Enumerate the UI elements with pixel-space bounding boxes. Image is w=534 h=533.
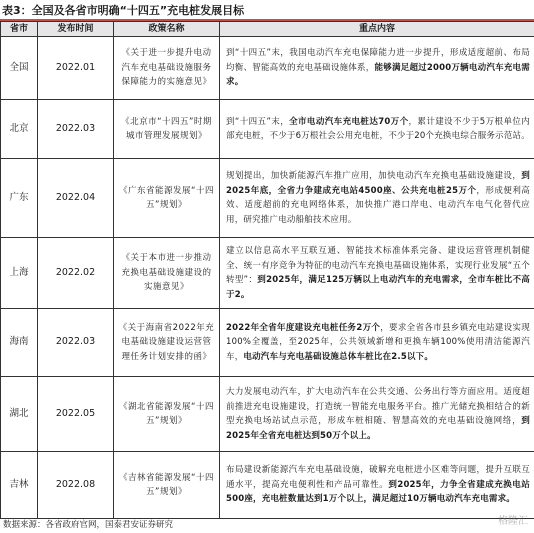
content-cell: [220, 159, 534, 238]
table-title: 表3：全国及各省市明确“十四五”充电桩发展目标: [2, 4, 245, 17]
province-cell: 北京: [1, 100, 38, 159]
table-body: [1, 37, 534, 519]
date-cell: 2022.04: [38, 159, 114, 238]
province-cell: 海南: [1, 309, 38, 377]
table-row: [1, 452, 534, 519]
key-target-text: 到2025年，力争全省建成充换电站500座，充电桩数量达到1万个以上，满足超过10万辆电动汽车充电需求。: [226, 479, 530, 505]
content-cell: [220, 100, 534, 159]
content-text: 规划提出，加快新能源汽车推广应用，加快电动汽车充换电基础设施建设，: [226, 171, 522, 181]
key-target-text: 2022年全省年度建设充电桩任务2万个: [226, 322, 381, 333]
policy-name-cell: 《湖北省能源发展“十四五”规划》: [114, 377, 220, 452]
date-cell: 2022.02: [38, 238, 114, 309]
key-target-text: 能够满足超过2000万辆电动汽车充电需求。: [226, 62, 530, 88]
content-cell: [220, 309, 534, 377]
content-text: ，累计建设不少于5万根单位内部充电桩，不少于6万根社会公用充电桩，不少于20个充换电综合服务示范站。: [226, 116, 530, 141]
header-content: 重点内容: [220, 22, 534, 37]
content-text: 大力发展电动汽车，扩大电动汽车在公共交通、公务出行等方面应用。适度超前推进充电设施建设，打造统一智能充电服务平台。推广光储充换相结合的新型充换电场站试点示范，形成车桩相随、智慧高效的充电基础设施网络，: [226, 387, 530, 426]
content-text: ，形成便利高效、适度超前的充电网络体系，加快推广港口岸电、电动汽车电气化替代应用，研究推广电动船舶技术应用。: [226, 185, 530, 225]
date-cell: 2022.05: [38, 377, 114, 452]
content-cell: [220, 452, 534, 519]
policy-name-cell: 《广东省能源发展“十四五”规划》: [114, 159, 220, 238]
date-cell: 2022.01: [38, 37, 114, 100]
key-target-text: 全市电动汽车充电桩达70万个: [289, 116, 409, 127]
policy-name-cell: 《北京市“十四五”时期城市管理发展规划》: [114, 100, 220, 159]
table-row: [1, 100, 534, 159]
content-text: 布局建设新能源汽车充电基础设施，破解充电桩进小区难等问题，提升互联互通水平，提高充电便利性和产品可靠性。: [226, 465, 530, 490]
content-text: ，要求全省各市县乡镇充电站建设实现100%全覆盖，至2025年，公共领域新增和更换车辆100%使用清洁能源汽车，: [226, 322, 530, 362]
province-cell: 吉林: [1, 452, 38, 519]
content-cell: [220, 238, 534, 309]
key-target-text: 电动汽车与充电基础设施总体车桩比在2.5以下。: [243, 351, 434, 362]
date-cell: 2022.08: [38, 452, 114, 519]
province-cell: 全国: [1, 37, 38, 100]
header-date: 发布时间: [38, 22, 114, 37]
table-row: [1, 159, 534, 238]
policy-name-cell: 《关于本市进一步推动充换电基础设施建设的实施意见》: [114, 238, 220, 309]
date-cell: 2022.03: [38, 100, 114, 159]
policy-table: [0, 21, 534, 519]
content-cell: [220, 377, 534, 452]
province-cell: 广东: [1, 159, 38, 238]
table-row: [1, 238, 534, 309]
province-cell: 湖北: [1, 377, 38, 452]
table-row: [1, 37, 534, 100]
header-policy: 政策名称: [114, 22, 220, 37]
watermark: 格隆汇: [498, 516, 528, 527]
header-province: 省市: [1, 22, 38, 37]
table-row: [1, 377, 534, 452]
source-note: 数据来源：各省政府官网，国泰君安证券研究: [3, 520, 174, 530]
header-row: [1, 22, 534, 37]
key-target-text: 到2025年底，全省力争建成充电站4500座、公共充电桩25万个: [226, 171, 530, 196]
content-text: 建立以信息高水平互联互通、智能技术标准体系完备、建设运营管理机制健全、统一有序竞争为特征的电动汽车充换电基础设施体系，实现行业发展“五个转型”：: [226, 246, 530, 285]
province-cell: 上海: [1, 238, 38, 309]
date-cell: 2022.03: [38, 309, 114, 377]
key-target-text: 到2025年，满足125万辆以上电动汽车的充电需求，全市车桩比不高于2。: [226, 275, 530, 300]
policy-name-cell: 《关于进一步提升电动汽车充电基础设施服务保障能力的实施意见》: [114, 37, 220, 100]
table-row: [1, 309, 534, 377]
key-target-text: 到2025年全省充电桩达到50万个以上。: [226, 416, 530, 441]
policy-name-cell: 《关于海南省2022年充电基础设施建设运营管理任务计划安排的函》: [114, 309, 220, 377]
content-cell: [220, 37, 534, 100]
content-text: 到“十四五”末，: [226, 116, 290, 127]
content-text: 到“十四五”末，我国电动汽车充电保障能力进一步提升，形成适度超前、布局均衡、智能高效的充电基础设施体系，: [226, 48, 530, 73]
policy-name-cell: 《吉林省能源发展“十四五”规划》: [114, 452, 220, 519]
